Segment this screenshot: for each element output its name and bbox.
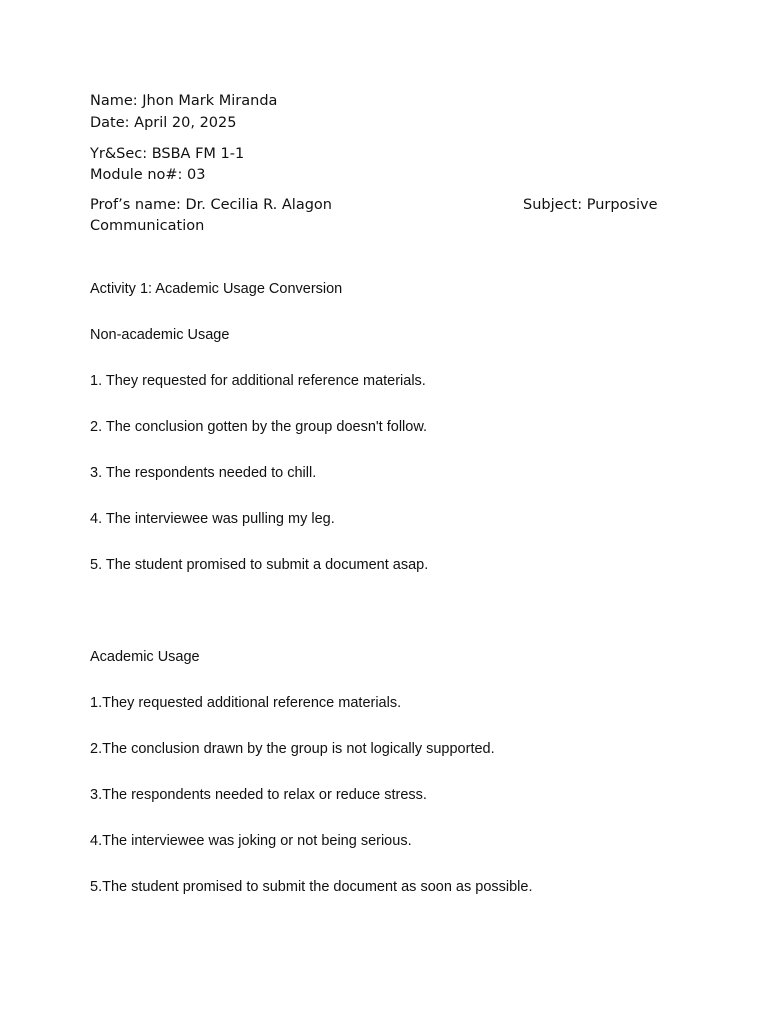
- academic-item: 4.The interviewee was joking or not being serious.: [90, 833, 412, 849]
- professor-name: Prof’s name: Dr. Cecilia R. Alagon: [90, 197, 332, 213]
- subject-label: Subject: Purposive: [523, 197, 658, 213]
- non-academic-item: 3. The respondents needed to chill.: [90, 465, 317, 481]
- student-name: Name: Jhon Mark Miranda: [90, 93, 278, 109]
- non-academic-item: 1. They requested for additional reference materials.: [90, 373, 426, 389]
- submission-date: Date: April 20, 2025: [90, 115, 237, 131]
- academic-item: 2.The conclusion drawn by the group is not logically supported.: [90, 741, 495, 757]
- academic-heading: Academic Usage: [90, 649, 200, 665]
- professor-subject-line: [90, 195, 690, 234]
- module-number: Module no#: 03: [90, 167, 206, 183]
- academic-item: 5.The student promised to submit the document as soon as possible.: [90, 879, 533, 895]
- non-academic-item: 5. The student promised to submit a document asap.: [90, 557, 429, 573]
- academic-item: 1.They requested additional reference materials.: [90, 695, 402, 711]
- activity-title: Activity 1: Academic Usage Conversion: [90, 281, 343, 297]
- non-academic-heading: Non-academic Usage: [90, 327, 230, 343]
- subject-continuation: Communication: [90, 218, 205, 234]
- non-academic-item: 4. The interviewee was pulling my leg.: [90, 511, 335, 527]
- year-section: Yr&Sec: BSBA FM 1-1: [90, 146, 245, 162]
- non-academic-item: 2. The conclusion gotten by the group doesn't follow.: [90, 419, 428, 435]
- academic-item: 3.The respondents needed to relax or reduce stress.: [90, 787, 427, 803]
